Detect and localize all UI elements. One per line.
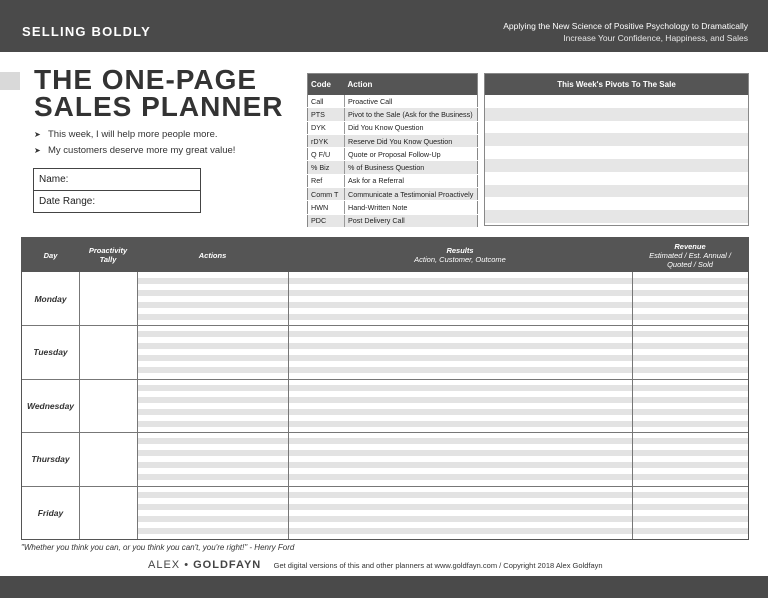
writing-line[interactable] [633,450,748,456]
writing-line[interactable] [138,462,288,468]
pivot-line[interactable] [485,197,748,210]
pivot-line[interactable] [485,185,748,198]
code-cell: HWN [308,201,345,214]
action-cell: Pivot to the Sale (Ask for the Business) [345,108,478,121]
code-cell: % Biz [308,161,345,174]
writing-line[interactable] [289,421,632,427]
day-label-friday: Friday [37,507,64,518]
action-header: Action [345,74,478,96]
writing-line[interactable] [289,528,632,534]
writing-line[interactable] [138,278,288,284]
code-cell: rDYK [308,134,345,147]
writing-line[interactable] [289,438,632,444]
writing-line[interactable] [138,516,288,522]
writing-line[interactable] [289,278,632,284]
arrow-right-icon: ➤ [34,146,41,155]
writing-line[interactable] [289,385,632,391]
writing-line[interactable] [633,492,748,498]
writing-line[interactable] [289,314,632,320]
action-cell: Did You Know Question [345,121,478,134]
revenue-column-header: Revenue Estimated / Est. Annual / Quoted / Sold [649,241,731,269]
writing-line[interactable] [138,397,288,403]
row-divider [22,325,748,326]
accent-block [0,72,20,90]
code-cell: PTS [308,108,345,121]
author-logo: ALEX • GOLDFAYN [148,559,262,571]
bullet-item: ➤ This week, I will help more people more. [34,129,218,140]
pivot-line[interactable] [485,95,748,108]
writing-line[interactable] [633,504,748,510]
action-cell: Ask for a Referral [345,174,478,187]
title-line-1: THE ONE-PAGE [34,64,258,95]
pivot-line[interactable] [485,108,748,121]
row-divider [22,379,748,380]
name-field[interactable]: Name: [34,169,200,191]
day-label-tuesday: Tuesday [33,347,68,357]
code-cell: Q F/U [308,148,345,161]
writing-line[interactable] [138,302,288,308]
writing-line[interactable] [633,385,748,391]
writing-line[interactable] [289,462,632,468]
code-cell: DYK [308,121,345,134]
writing-line[interactable] [633,516,748,522]
writing-line[interactable] [633,314,748,320]
writing-line[interactable] [289,409,632,415]
writing-line[interactable] [138,450,288,456]
tagline-line-2: Increase Your Confidence, Happiness, and Sales [563,33,748,43]
writing-line[interactable] [633,397,748,403]
writing-line[interactable] [289,450,632,456]
writing-line[interactable] [633,528,748,534]
writing-line[interactable] [289,355,632,361]
row-divider [22,432,748,433]
code-legend-table [307,73,478,228]
code-cell: Ref [308,174,345,187]
writing-line[interactable] [138,367,288,373]
action-cell: Hand-Written Note [345,201,478,214]
writing-line[interactable] [633,302,748,308]
action-cell: % of Business Question [345,161,478,174]
writing-line[interactable] [633,343,748,349]
bottom-bar [0,576,768,598]
writing-line[interactable] [138,421,288,427]
title-line-2: SALES PLANNER [34,91,284,122]
writing-line[interactable] [138,331,288,337]
writing-line[interactable] [289,474,632,480]
code-cell: Comm T [308,188,345,201]
action-cell: Quote or Proposal Follow-Up [345,148,478,161]
action-cell: Communicate a Testimonial Proactively [345,188,478,201]
row-divider [22,486,748,487]
day-column-header: Day [43,250,58,260]
weekly-planner-grid [21,237,749,540]
writing-line[interactable] [289,290,632,296]
writing-line[interactable] [289,492,632,498]
results-column-header: Results Action, Customer, Outcome [414,246,506,264]
day-label-thursday: Thursday [31,454,70,464]
writing-line[interactable] [138,474,288,480]
writing-line[interactable] [289,367,632,373]
brand-name: SELLING BOLDLY [22,24,151,39]
writing-line[interactable] [633,331,748,337]
day-label-monday: Monday [34,293,67,304]
code-cell: Call [308,95,345,108]
tagline-line-1: Applying the New Science of Positive Psychology to Dramatically [503,21,748,31]
writing-line[interactable] [289,397,632,403]
actions-column-header: Actions [198,250,227,260]
writing-line[interactable] [138,492,288,498]
action-cell: Reserve Did You Know Question [345,134,478,147]
pivots-title: This Week's Pivots To The Sale [485,74,748,95]
pivots-box [484,73,749,226]
footer-text: Get digital versions of this and other planners at www.goldfayn.com / Copyright 2018 Alex Goldfayn [273,561,603,570]
writing-line[interactable] [138,314,288,320]
header-bar [0,0,768,52]
planner-header-row [22,238,748,272]
arrow-right-icon: ➤ [34,130,41,139]
action-cell: Post Delivery Call [345,214,478,227]
pivot-line[interactable] [485,172,748,185]
column-divider [79,272,80,539]
henry-ford-quote: "Whether you think you can, or you think you can't, you're right!" - Henry Ford [21,543,295,552]
pivot-line[interactable] [485,210,748,223]
name-date-box [33,168,201,213]
writing-line[interactable] [633,355,748,361]
pivot-line[interactable] [485,133,748,146]
writing-line[interactable] [138,343,288,349]
writing-line[interactable] [633,438,748,444]
page-title [34,66,283,120]
pivot-line[interactable] [485,121,748,134]
writing-line[interactable] [289,331,632,337]
writing-line[interactable] [633,474,748,480]
writing-line[interactable] [138,528,288,534]
writing-line[interactable] [138,355,288,361]
pivot-line[interactable] [485,146,748,159]
writing-line[interactable] [633,290,748,296]
code-header: Code [308,74,345,96]
footer [148,559,603,571]
writing-line[interactable] [138,504,288,510]
writing-line[interactable] [633,421,748,427]
writing-line[interactable] [289,516,632,522]
writing-line[interactable] [289,343,632,349]
column-divider [288,272,289,539]
column-divider [632,272,633,539]
bullet-item: ➤ My customers deserve more my great value! [34,145,236,156]
writing-line[interactable] [633,462,748,468]
writing-line[interactable] [138,290,288,296]
writing-line[interactable] [633,278,748,284]
tally-column-header: Proactivity Tally [88,246,128,264]
writing-line[interactable] [138,385,288,391]
pivot-line[interactable] [485,159,748,172]
column-divider [137,272,138,539]
writing-line[interactable] [289,504,632,510]
date-range-field[interactable]: Date Range: [39,196,96,207]
writing-line[interactable] [138,409,288,415]
writing-line[interactable] [289,302,632,308]
action-cell: Proactive Call [345,95,478,108]
day-label-wednesday: Wednesday [26,400,75,411]
writing-line[interactable] [633,409,748,415]
writing-line[interactable] [138,438,288,444]
writing-line[interactable] [633,367,748,373]
code-cell: PDC [308,214,345,227]
